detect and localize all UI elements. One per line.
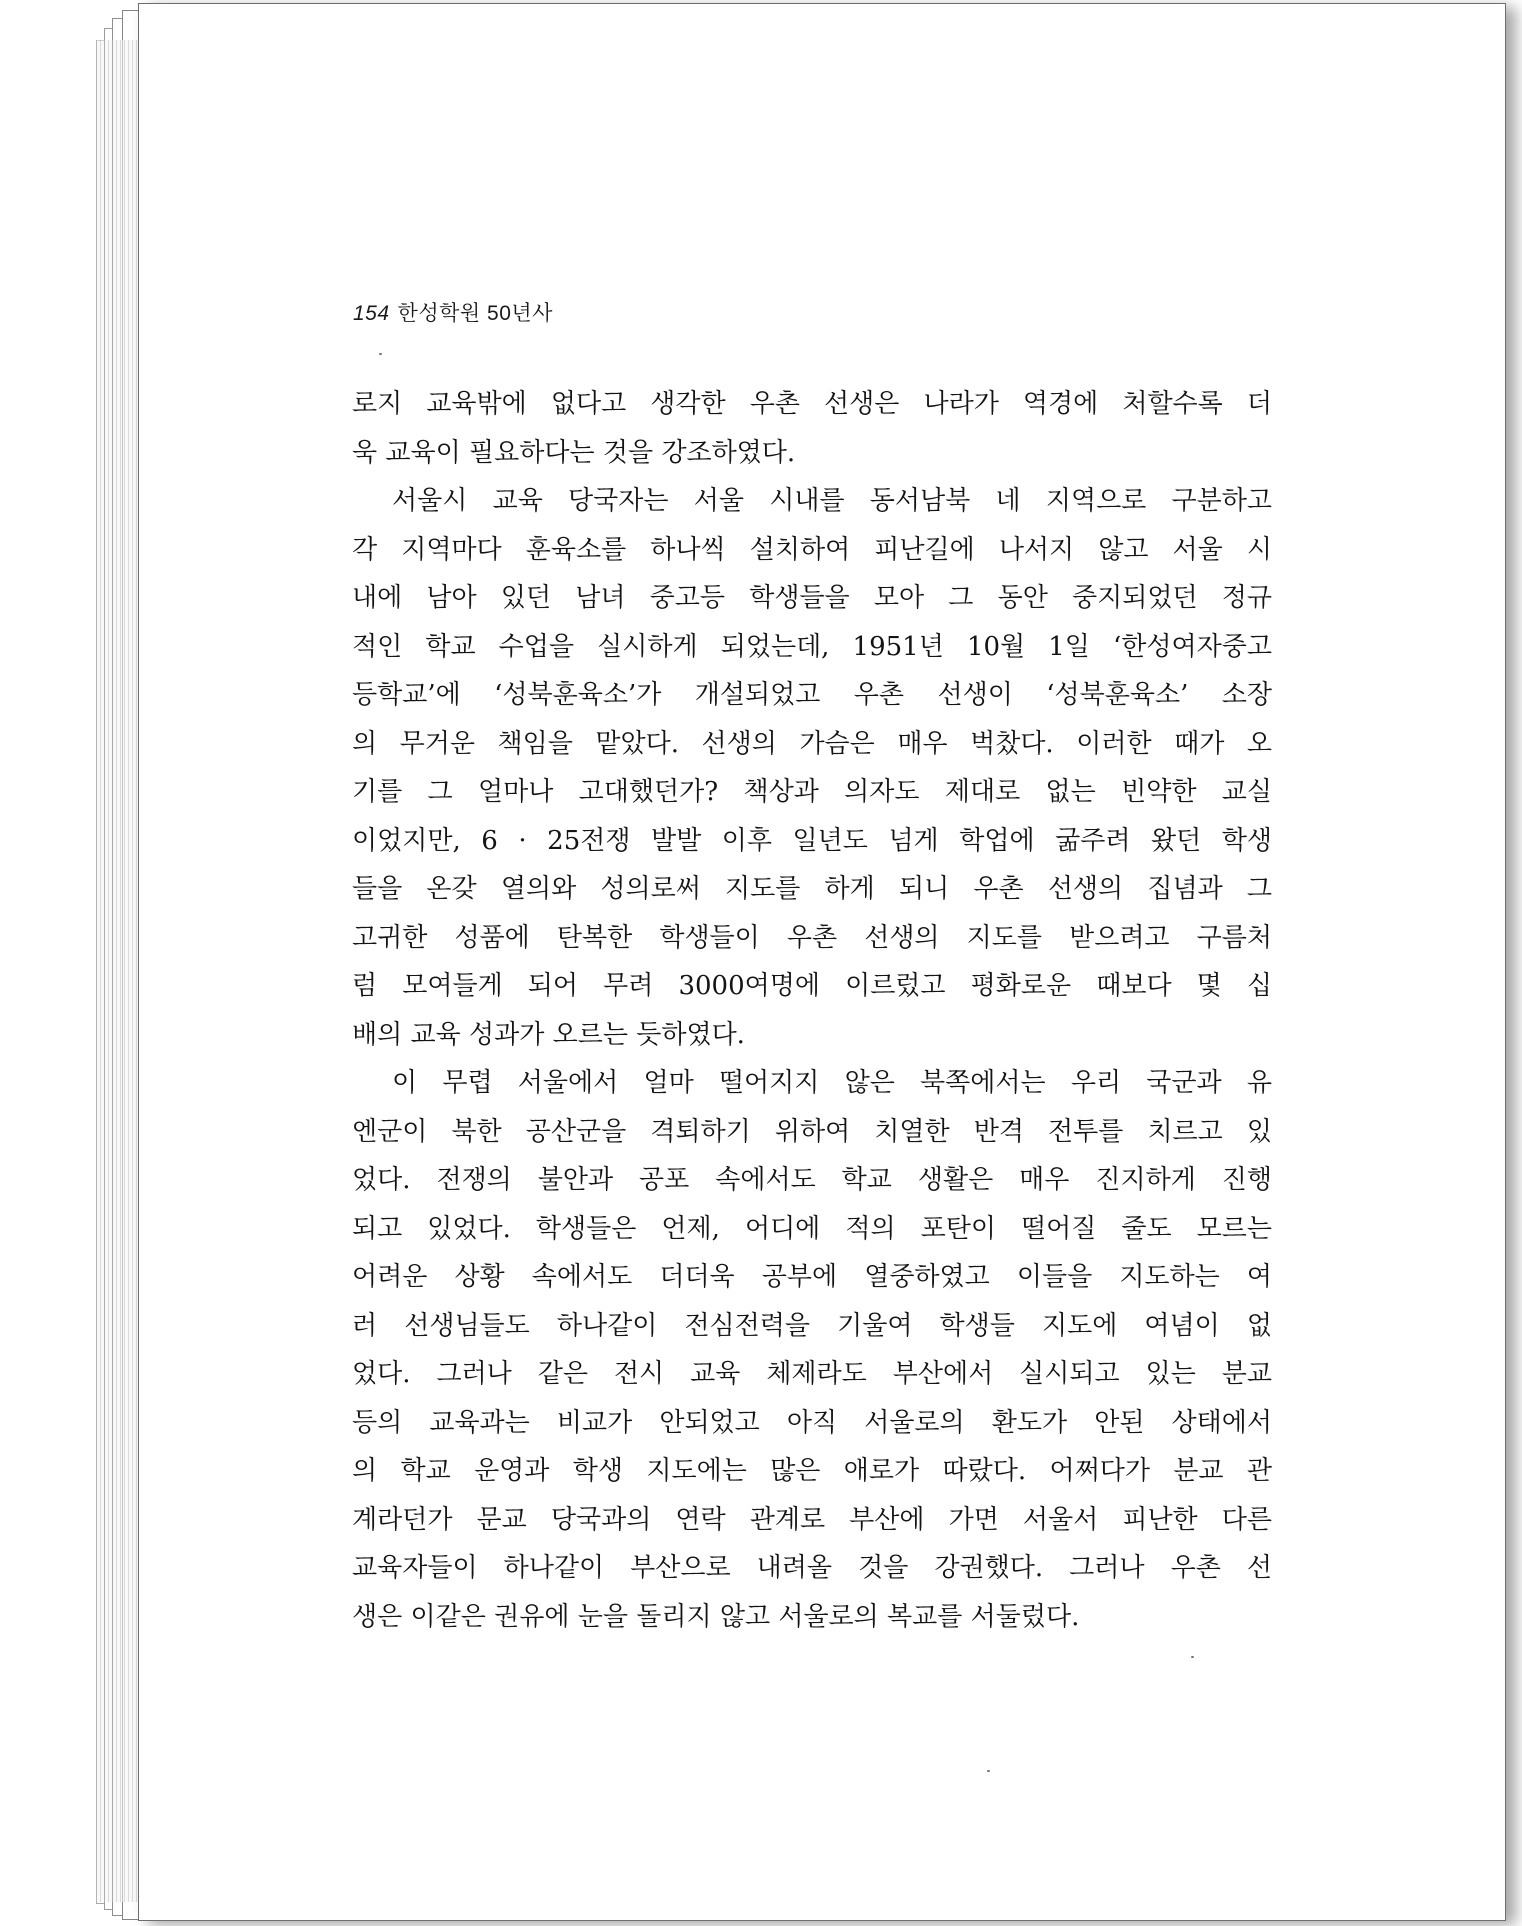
text-line: 고귀한 성품에 탄복한 학생들이 우촌 선생의 지도를 받으려고 구름처 [352, 922, 1272, 953]
book-title: 한성학원 50년사 [397, 302, 553, 325]
text-line: 의 무거운 책임을 맡았다. 선생의 가슴은 매우 벅찼다. 이러한 때가 오 [352, 728, 1272, 759]
text-line: 각 지역마다 훈육소를 하나씩 설치하여 피난길에 나서지 않고 서울 시 [352, 534, 1272, 565]
text-line: 등학교’에 ‘성북훈육소’가 개설되었고 우촌 선생이 ‘성북훈육소’ 소장 [352, 680, 1272, 710]
text-line: 들을 온갖 열의와 성의로써 지도를 하게 되니 우촌 선생의 집념과 그 [352, 874, 1272, 904]
scan-speck [379, 353, 382, 355]
text-line: 러 선생님들도 하나같이 전심전력을 기울여 학생들 지도에 여념이 없 [352, 1310, 1272, 1341]
page-stack-texture [96, 40, 142, 1902]
text-line: 등의 교육과는 비교가 안되었고 아직 서울로의 환도가 안된 상태에서 [352, 1407, 1272, 1438]
text-line: 교육자들이 하나같이 부산으로 내려올 것을 강권했다. 그러나 우촌 선 [352, 1553, 1272, 1583]
text-line: 내에 남아 있던 남녀 중고등 학생들을 모아 그 동안 중지되었던 정규 [352, 583, 1272, 613]
text-line: 이 무렵 서울에서 얼마 떨어지지 않은 북쪽에서는 우리 국군과 유 [392, 1068, 1272, 1098]
text-line: 기를 그 얼마나 고대했던가? 책상과 의자도 제대로 없는 빈약한 교실 [352, 777, 1272, 807]
text-line: 어려운 상황 속에서도 더더욱 공부에 열중하였고 이들을 지도하는 여 [352, 1262, 1272, 1292]
text-line: 었다. 그러나 같은 전시 교육 체제라도 부산에서 실시되고 있는 분교 [352, 1359, 1272, 1389]
text-line: 엔군이 북한 공산군을 격퇴하기 위하여 치열한 반격 전투를 치르고 있 [352, 1116, 1272, 1147]
text-line: 의 학교 운영과 학생 지도에는 많은 애로가 따랐다. 어쩌다가 분교 관 [352, 1456, 1272, 1486]
scan-speck [987, 1770, 990, 1772]
page-number: 154 [353, 302, 390, 325]
text-line: 생은 이같은 권유에 눈을 돌리지 않고 서울로의 복교를 서둘렀다. [352, 1601, 1080, 1632]
text-line: 었다. 전쟁의 불안과 공포 속에서도 학교 생활은 매우 진지하게 진행 [352, 1165, 1272, 1195]
running-header [353, 297, 553, 327]
body-text [352, 380, 1272, 1641]
text-line: 럼 모여들게 되어 무려 3000여명에 이르렀고 평화로운 때보다 몇 십 [352, 971, 1272, 1001]
text-line: 배의 교육 성과가 오르는 듯하였다. [352, 1019, 745, 1050]
text-line: 이었지만, 6 · 25전쟁 발발 이후 일년도 넘게 학업에 굶주려 왔던 학생 [352, 825, 1272, 856]
text-line: 적인 학교 수업을 실시하게 되었는데, 1951년 10월 1일 ‘한성여자중고 [352, 631, 1272, 662]
text-line: 서울시 교육 당국자는 서울 시내를 동서남북 네 지역으로 구분하고 [392, 486, 1272, 516]
text-line: 계라던가 문교 당국과의 연락 관계로 부산에 가면 서울서 피난한 다른 [352, 1504, 1272, 1535]
scan-speck [1191, 1656, 1194, 1658]
text-line: 되고 있었다. 학생들은 언제, 어디에 적의 포탄이 떨어질 줄도 모르는 [352, 1213, 1272, 1244]
text-line: 욱 교육이 필요하다는 것을 강조하였다. [352, 437, 796, 468]
text-line: 로지 교육밖에 없다고 생각한 우촌 선생은 나라가 역경에 처할수록 더 [352, 389, 1272, 419]
